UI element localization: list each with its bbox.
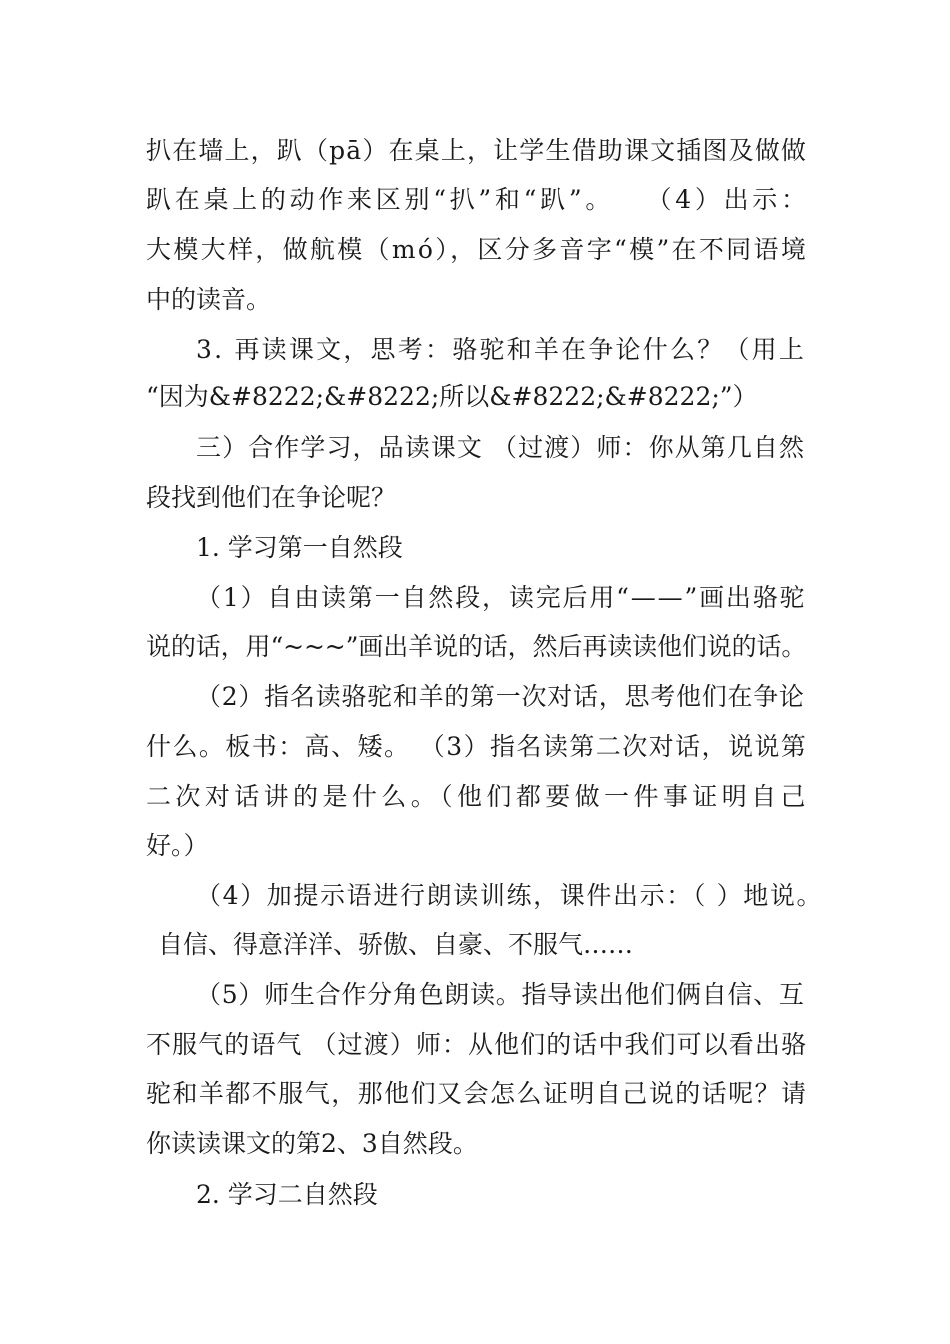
text-line: 驼和羊都不服气，那他们又会怎么证明自己说的话呢？请 bbox=[146, 1079, 808, 1108]
text-line: 不服气的语气 （过渡）师：从他们的话中我们可以看出骆 bbox=[146, 1030, 808, 1059]
text-line: 大模大样，做航模（mó），区分多音字“模”在不同语境 bbox=[146, 235, 809, 264]
text-line: （5）师生合作分角色朗读。指导读出他们俩自信、互 bbox=[196, 980, 805, 1009]
text-line: 三）合作学习，品读课文 （过渡）师：你从第几自然 bbox=[196, 433, 806, 462]
text-line: 段找到他们在争论呢？ bbox=[146, 483, 397, 512]
text-line: 扒在墙上，趴（pā）在桌上，让学生借助课文插图及做做 bbox=[146, 136, 808, 165]
text-line: （2）指名读骆驼和羊的第一次对话，思考他们在争论 bbox=[196, 682, 805, 711]
text-line: “因为&#8222;&#8222;所以&#8222;&#8222;”） bbox=[146, 382, 758, 411]
text-line: 1. 学习第一自然段 bbox=[196, 533, 403, 562]
text-line: 二次对话讲的是什么。（他们都要做一件事证明自己 bbox=[146, 782, 810, 811]
text-line: 好。） bbox=[146, 831, 209, 860]
text-line: 趴在桌上的动作来区别“扒”和“趴”。 （4）出示： bbox=[146, 185, 810, 214]
text-line: 3. 再读课文，思考：骆驼和羊在争论什么？（用上 bbox=[196, 335, 807, 364]
text-line: 说的话，用“~~~”画出羊说的话，然后再读读他们说的话。 bbox=[146, 632, 807, 661]
text-line: （4）加提示语进行朗读训练，课件出示：（ ）地说。 bbox=[196, 881, 824, 910]
text-line: 什么。板书：高、矮。 （3）指名读第二次对话，说说第 bbox=[146, 732, 808, 761]
text-line: 2. 学习二自然段 bbox=[196, 1180, 378, 1209]
text-line: 你读读课文的第2、3自然段。 bbox=[146, 1129, 478, 1158]
text-line: （1）自由读第一自然段，读完后用“——”画出骆驼 bbox=[196, 583, 807, 612]
text-line: 中的读音。 bbox=[146, 285, 272, 314]
text-line: 自信、得意洋洋、骄傲、自豪、不服气…… bbox=[158, 930, 634, 959]
